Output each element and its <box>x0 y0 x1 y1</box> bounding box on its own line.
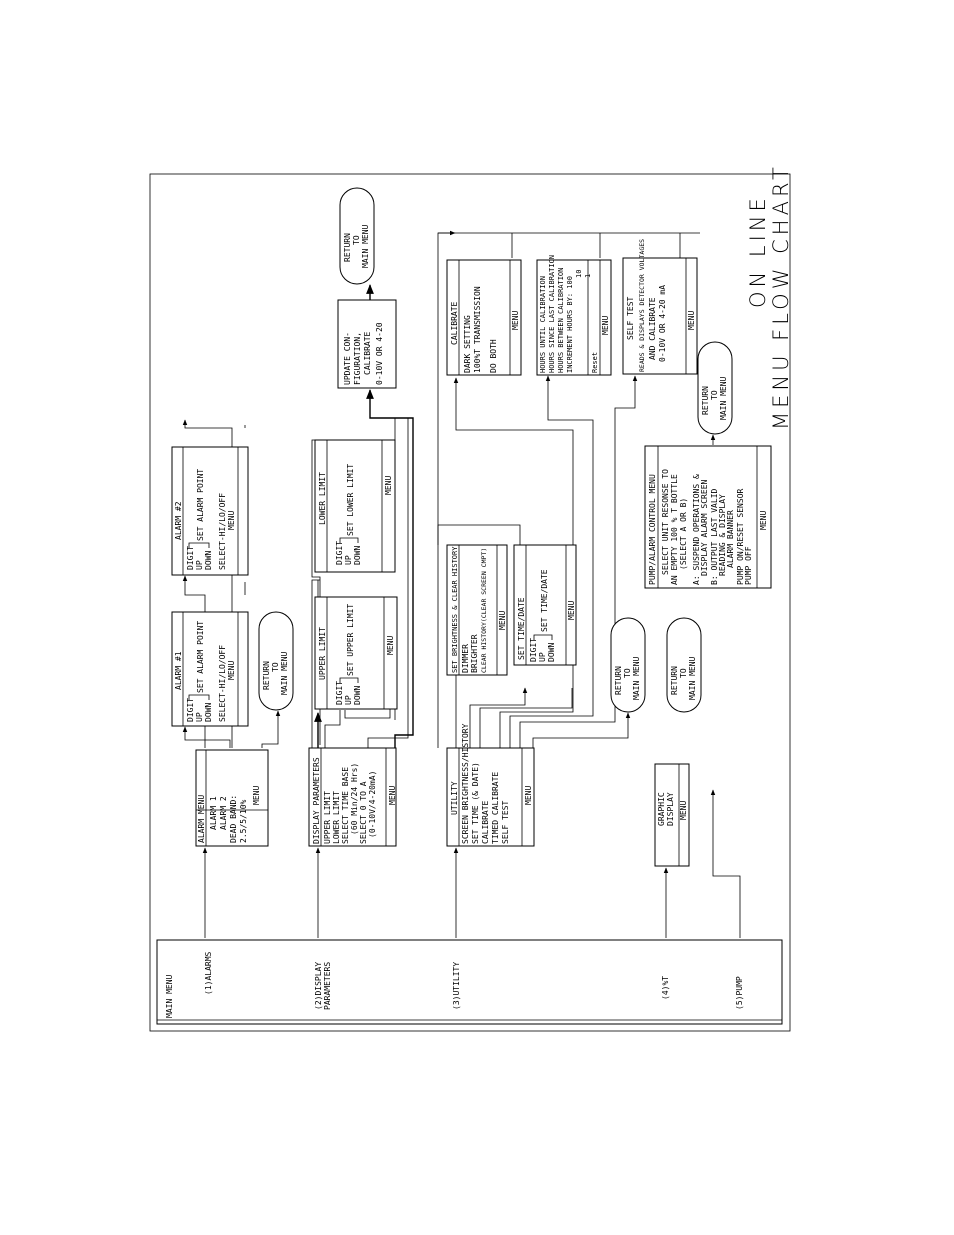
main-menu-item-alarms[interactable]: (1)ALARMS <box>204 951 213 995</box>
alarm-menu-deadband[interactable]: DEAD BAND: <box>229 794 238 843</box>
alarm-2-select: SELECT-HI/LO/OFF <box>218 492 227 570</box>
return-to-main-menu-2[interactable] <box>340 188 374 284</box>
timed-cal-hours-between: HOURS BETWEEN CALIBRATION <box>557 267 565 373</box>
alarm-2-box <box>172 447 248 575</box>
display-parameters-output-values: (0-10V/4-20mA) <box>368 770 377 838</box>
timed-cal-menu[interactable]: MENU <box>601 315 610 335</box>
lower-limit-menu[interactable]: MENU <box>384 475 393 495</box>
calibrate-box <box>447 260 521 375</box>
self-test-reads: READS & DISPLAYS DETECTOR VOLTAGES <box>638 238 646 372</box>
return-label: RETURN <box>670 666 679 695</box>
graphic-display-box <box>655 764 689 866</box>
self-test-title: SELF TEST <box>626 296 635 340</box>
pump-option-b[interactable]: B: OUTPUT LAST VALID <box>710 488 719 585</box>
set-time-digit: DIGIT <box>529 637 538 662</box>
pump-alarm-control-box <box>645 446 771 588</box>
upper-limit-down: DOWN <box>353 685 362 705</box>
brightness-clear-history[interactable]: CLEAR HISTORY(CLEAR SCREEN CMPT) <box>480 547 488 673</box>
utility-title: UTILITY <box>450 781 459 815</box>
alarm-menu-item-1[interactable]: ALARM 1 <box>209 796 218 830</box>
display-parameters-title: DISPLAY PARAMETERS <box>312 757 321 844</box>
lower-limit-digit: DIGIT <box>335 540 344 565</box>
display-parameters-menu[interactable]: MENU <box>388 785 397 805</box>
self-test-calibrate: AND CALIBRATE <box>648 297 657 360</box>
display-parameters-lower-limit[interactable]: LOWER LIMIT <box>332 791 341 844</box>
return-to-label: TO <box>679 668 688 678</box>
update-configuration-box <box>338 300 396 388</box>
set-time-title: SET TIME/DATE <box>517 597 526 660</box>
return-label: RETURN <box>614 666 623 695</box>
display-parameters-time-base[interactable]: SELECT TIME BASE <box>341 766 350 844</box>
return-to-main-menu-3[interactable] <box>611 618 645 712</box>
calibrate-transmission[interactable]: 100%T TRANSMISSION <box>473 286 482 373</box>
main-menu-item-percent-t[interactable]: (4)%T <box>661 975 670 1000</box>
pump-on-reset-sensor[interactable]: PUMP ON/RESET SENSOR <box>736 488 745 585</box>
timed-calibrate-box <box>537 255 611 375</box>
return-main-menu-label: MAIN MENU <box>361 224 370 268</box>
pump-select-response: SELECT UNIT RESONSE TO <box>661 469 670 575</box>
timed-cal-hours-until: HOURS UNTIL CALIBRATION <box>539 276 547 373</box>
update-config-line-2: FIGURATION, <box>353 332 362 385</box>
timed-cal-increment-1[interactable]: 1 <box>584 273 592 278</box>
alarm-2-up: UP <box>195 560 204 570</box>
calibrate-title: CALIBRATE <box>450 301 459 345</box>
pump-off[interactable]: PUMP OFF <box>744 546 753 585</box>
return-to-main-menu-5[interactable] <box>698 342 732 434</box>
update-config-line-4: 0-10V OR 4-20 <box>375 322 384 385</box>
return-main-menu-label: MAIN MENU <box>688 656 697 700</box>
alarm-2-digit: DIGIT <box>186 545 195 570</box>
main-menu-item-utility[interactable]: (3)UTILITY <box>452 961 461 1010</box>
display-parameters-output[interactable]: SELECT 0 TO A <box>359 781 368 844</box>
alarm-1-box <box>172 612 248 726</box>
graphic-display-line-2: DISPLAY <box>666 792 675 826</box>
alarm-1-select: SELECT-HI/LO/OFF <box>218 644 227 722</box>
update-config-line-3: CALIBRATE <box>363 331 372 375</box>
alarm-2-title: ALARM #2 <box>174 501 183 540</box>
pump-empty-bottle: AN EMPTY 100 % T BOTTLE <box>670 474 679 585</box>
return-to-label: TO <box>710 390 719 400</box>
return-label: RETURN <box>343 233 352 262</box>
pump-menu[interactable]: MENU <box>759 510 768 530</box>
brightness-box <box>447 545 507 675</box>
title-on-line: ON LINE <box>746 194 770 308</box>
pump-option-a-detail: DISPLAY ALARM SCREEN <box>700 479 709 576</box>
graphic-display-menu[interactable]: MENU <box>679 800 688 820</box>
display-parameters-upper-limit[interactable]: UPPER LIMIT <box>323 791 332 844</box>
lower-limit-up: UP <box>344 555 353 565</box>
calibrate-both[interactable]: DO BOTH <box>489 339 498 373</box>
update-config-line-1: UPDATE CON- <box>343 332 352 385</box>
main-menu-title: MAIN MENU <box>165 974 174 1018</box>
utility-calibrate[interactable]: CALIBRATE <box>481 800 490 844</box>
main-menu-item-pump[interactable]: (5)PUMP <box>735 976 744 1010</box>
pump-option-a[interactable]: A: SUSPEND OPERATIONS & <box>692 474 701 585</box>
timed-cal-reset[interactable]: Reset <box>591 351 599 373</box>
timed-cal-increment[interactable]: INCREMENT HOURS BY: 100 <box>566 276 574 373</box>
return-main-menu-label: MAIN MENU <box>632 656 641 700</box>
timed-cal-hours-since: HOURS SINCE LAST CALIBRATION <box>548 254 556 373</box>
utility-menu[interactable]: MENU <box>524 785 533 805</box>
return-to-label: TO <box>623 668 632 678</box>
alarm-1-digit: DIGIT <box>186 697 195 722</box>
calibrate-dark[interactable]: DARK SETTING <box>463 315 472 373</box>
upper-limit-digit: DIGIT <box>335 680 344 705</box>
alarm-1-menu[interactable]: MENU <box>227 660 236 680</box>
self-test-output: 0-10V OR 4-20 mA <box>658 284 667 362</box>
alarm-2-down: DOWN <box>204 550 213 570</box>
alarm-menu-box <box>196 750 268 846</box>
alarm-1-set-point: SET ALARM POINT <box>196 620 205 693</box>
pump-option-b-banner: ALARM BANNER <box>726 510 735 568</box>
alarm-menu-title: ALARM MENU <box>197 794 206 843</box>
alarm-2-menu[interactable]: MENU <box>227 510 236 530</box>
alarm-menu-item-2[interactable]: ALARM 2 <box>219 796 228 830</box>
set-time-down: DOWN <box>547 642 556 662</box>
set-time-set: SET TIME/DATE <box>540 569 549 632</box>
alarm-menu-menu[interactable]: MENU <box>252 785 261 805</box>
lower-limit-title: LOWER LIMIT <box>318 472 327 525</box>
brightness-brighter[interactable]: BRIGHTER <box>470 634 479 673</box>
upper-limit-up: UP <box>344 695 353 705</box>
brightness-title: SET BRIGHTNESS & CLEAR HISTORY <box>451 546 459 673</box>
self-test-menu[interactable]: MENU <box>687 310 696 330</box>
return-label: RETURN <box>262 661 271 690</box>
alarm-1-up: UP <box>195 712 204 722</box>
alarm-1-title: ALARM #1 <box>174 651 183 690</box>
set-time-menu[interactable]: MENU <box>567 600 576 620</box>
utility-box <box>447 723 534 846</box>
title-menu-flow-chart: MENU FLOW CHART <box>769 163 793 430</box>
set-time-box <box>514 545 576 665</box>
upper-limit-menu[interactable]: MENU <box>386 635 395 655</box>
self-test-box <box>623 239 697 374</box>
pump-option-b-reading: READING & DISPLAY <box>718 494 727 576</box>
alarm-menu-deadband-values: 2.5/5/10% <box>239 799 248 843</box>
lower-limit-box <box>315 440 395 572</box>
main-menu-item-display[interactable]: (2)DISPLAY <box>314 961 323 1010</box>
return-to-main-menu-4[interactable] <box>667 618 701 712</box>
utility-self-test[interactable]: SELF TEST <box>501 800 510 844</box>
utility-set-time[interactable]: SET TIME (& DATE) <box>471 762 480 844</box>
return-main-menu-label: MAIN MENU <box>280 651 289 695</box>
upper-limit-title: UPPER LIMIT <box>318 627 327 680</box>
timed-cal-increment-10[interactable]: 10 <box>575 269 583 278</box>
return-label: RETURN <box>701 386 710 415</box>
alarm-2-set-point: SET ALARM POINT <box>196 468 205 541</box>
alarm-1-down: DOWN <box>204 702 213 722</box>
return-to-label: TO <box>271 662 280 672</box>
main-menu-item-parameters[interactable]: PARAMETERS <box>323 961 332 1010</box>
lower-limit-down: DOWN <box>353 545 362 565</box>
set-time-up: UP <box>538 652 547 662</box>
main-menu <box>157 940 782 1024</box>
graphic-display-line-1: GRAPHIC <box>657 792 666 826</box>
brightness-dimmer[interactable]: DIMMER <box>461 644 470 673</box>
upper-limit-set: SET UPPER LIMIT <box>346 603 355 676</box>
return-to-main-menu-1[interactable] <box>259 612 293 710</box>
lower-limit-set: SET LOWER LIMIT <box>346 463 355 536</box>
brightness-menu[interactable]: MENU <box>498 610 507 630</box>
utility-timed-calibrate[interactable]: TIMED CALIBRATE <box>491 771 500 844</box>
pump-title: PUMP/ALARM CONTROL MENU <box>648 474 657 585</box>
calibrate-menu[interactable]: MENU <box>511 310 520 330</box>
return-to-label: TO <box>352 235 361 245</box>
display-parameters-box <box>309 748 397 846</box>
display-parameters-time-base-values: (60 Min/24 Hrs) <box>350 762 359 835</box>
utility-brightness[interactable]: SCREEN BRIGHTNESS/HISTORY <box>461 723 470 844</box>
return-main-menu-label: MAIN MENU <box>719 376 728 420</box>
upper-limit-box <box>315 597 397 709</box>
pump-select-a-or-b: (SELECT A OR B) <box>679 497 688 570</box>
